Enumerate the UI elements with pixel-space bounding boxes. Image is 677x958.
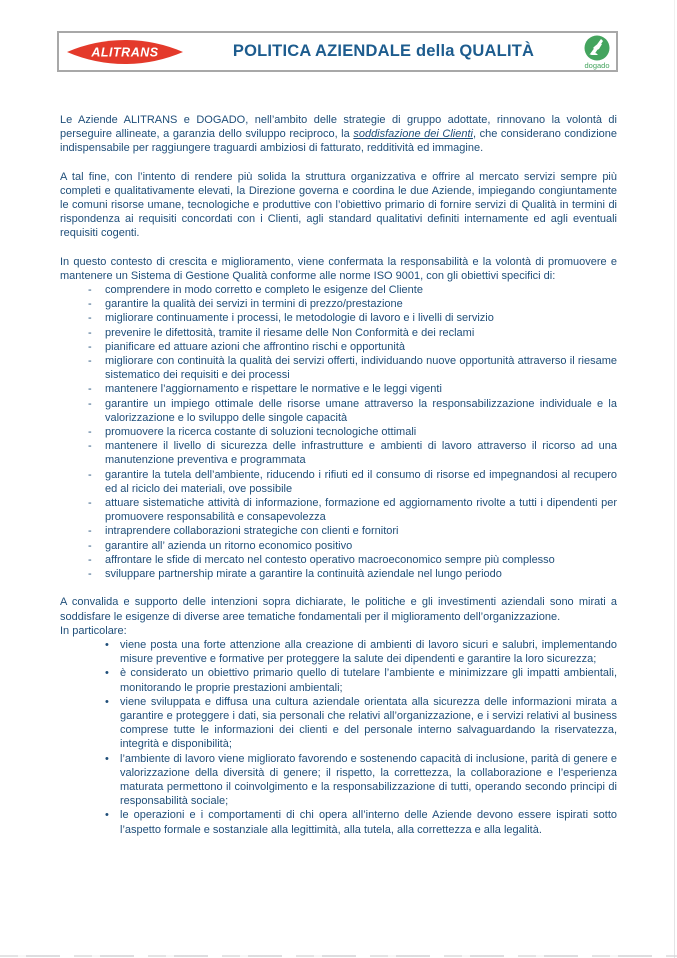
dogado-logo-icon (584, 35, 610, 61)
document-header (57, 31, 618, 72)
list-item: - attuare sistematiche attività di informazione, formazione ed aggiornamento rivolte a tutti i dipendenti per promuovere responsabilità e consapevolezza (88, 496, 617, 524)
list-item: • è considerato un obiettivo primario quello di tutelare l’ambiente e minimizzare gli impatti ambientali, monitorando le proprie prestazioni ambientali; (105, 666, 617, 694)
list-item: - garantire un impiego ottimale delle risorse umane attraverso la responsabilizzazione individuale e la valorizzazione e lo sviluppo delle singole capacità (88, 397, 617, 425)
list-item: - pianificare ed attuare azioni che affrontino rischi e opportunità (88, 340, 617, 354)
alitrans-logo-icon (67, 39, 183, 65)
list-item: - garantire all’ azienda un ritorno economico positivo (88, 539, 617, 553)
list-item: - garantire la tutela dell’ambiente, riducendo i rifiuti ed il consumo di risorse ed impegnandosi al recupero ed al riciclo dei materiali, ove possibile (88, 468, 617, 496)
list-item: • viene sviluppata e diffusa una cultura aziendale orientata alla sicurezza delle informazioni mirata a garantire e proteggere i dati, sia personali che relativi all’organizzazione, e i servizi relativi al business comprese tutte le informazioni dei clienti e del personale interno salvaguardando la riservatezza, integrità e disponibilità; (105, 695, 617, 752)
list-item: - mantenere il livello di sicurezza delle infrastrutture e ambienti di lavoro attraverso il ricorso ad una manutenzione preventiva e programmata (88, 439, 617, 467)
objectives-dash-list (88, 283, 617, 581)
document-body (60, 113, 617, 837)
list-item: - garantire la qualità dei servizi in termini di prezzo/prestazione (88, 297, 617, 311)
focus-bullet-list (105, 638, 617, 837)
paragraph-policies: A convalida e supporto delle intenzioni sopra dichiarate, le politiche e gli investimenti aziendali sono mirati a soddisfare le esigenze di diverse aree tematiche fondamentali per il miglioramento dell’organizzazione. (60, 596, 617, 623)
page-title: POLITICA AZIENDALE della QUALITÀ (232, 42, 535, 60)
alitrans-logo (67, 39, 183, 65)
list-item: • l’ambiente di lavoro viene migliorato favorendo e sostenendo capacità di inclusione, parità di genere e valorizzazione della diversità di genere; il rispetto, la correttezza, la collaborazione e l’esperienza maturata permettono il coinvolgimento e la responsabilizzazione di tutti, operando secondo principi di responsabilità sociale; (105, 752, 617, 809)
dogado-logo-text: dogado (584, 61, 610, 70)
list-item: - comprendere in modo corretto e completo le esigenze del Cliente (88, 283, 617, 297)
paragraph-intro (60, 113, 617, 156)
paragraph-in-particolare: In particolare: (60, 624, 127, 637)
list-item: - prevenire le difettosità, tramite il riesame delle Non Conformità e dei reclami (88, 326, 617, 340)
paragraph-direction: A tal fine, con l’intento di rendere più solida la struttura organizzativa e offrire al mercato servizi sempre più completi e qualitativamente elevati, la Direzione governa e coordina le due Aziende, impiegando congiuntamente le comuni risorse umane, tecnologiche e produttive con l’obiettivo primario di fornire servizi di Qualità in termini di rispondenza ai requisiti concordati con i Clienti, agli standard qualitativi definiti internamente ed agli eventuali requisiti cogenti. (60, 170, 617, 240)
list-item: - promuovere la ricerca costante di soluzioni tecnologiche ottimali (88, 425, 617, 439)
list-item: - affrontare le sfide di mercato nel contesto operativo macroeconomico sempre più complesso (88, 553, 617, 567)
paragraph-objectives-intro: In questo contesto di crescita e miglioramento, viene confermata la responsabilità e la volontà di promuovere e mantenere un Sistema di Gestione Qualità conforme alle norme ISO 9001, con gli obiettivi specifici di: (60, 255, 617, 282)
dogado-logo (584, 35, 610, 70)
scan-artifact-right-edge (674, 0, 675, 958)
list-item: - migliorare continuamente i processi, le metodologie di lavoro e i livelli di servizio (88, 311, 617, 325)
scan-artifact-bottom-edge (0, 955, 677, 957)
paragraph-intro-text: Le Aziende ALITRANS e DOGADO, nell’ambito delle strategie di gruppo adottate, rinnovano la volontà di perseguire allineate, a garanzia dello sviluppo reciproco, la (60, 114, 617, 141)
list-item: - intraprendere collaborazioni strategiche con clienti e fornitori (88, 524, 617, 538)
customer-satisfaction-emphasis: soddisfazione dei Clienti (353, 128, 473, 141)
alitrans-logo-text: ALITRANS (91, 45, 159, 59)
list-item: • viene posta una forte attenzione alla creazione di ambienti di lavoro sicuri e salubri, implementando misure preventive e formative per proteggere la salute dei dipendenti e garantire la loro sicurezza; (105, 638, 617, 666)
list-item: - migliorare con continuità la qualità dei servizi offerti, individuando nuove opportunità attraverso il riesame sistematico dei requisiti e dei processi (88, 354, 617, 382)
list-item: - mantenere l’aggiornamento e rispettare le normative e le leggi vigenti (88, 382, 617, 396)
list-item: • le operazioni e i comportamenti di chi opera all’interno delle Aziende devono essere ispirati sotto l’aspetto formale e sostanziale alla legittimità, alla tutela, alla correttezza e alla legalità. (105, 808, 617, 836)
list-item: - sviluppare partnership mirate a garantire la continuità aziendale nel lungo periodo (88, 567, 617, 581)
paragraph-intro-text-end: , che considerano condizione indispensabile per raggiungere traguardi ambiziosi di fatturato, redditività ed immagine. (60, 128, 618, 155)
